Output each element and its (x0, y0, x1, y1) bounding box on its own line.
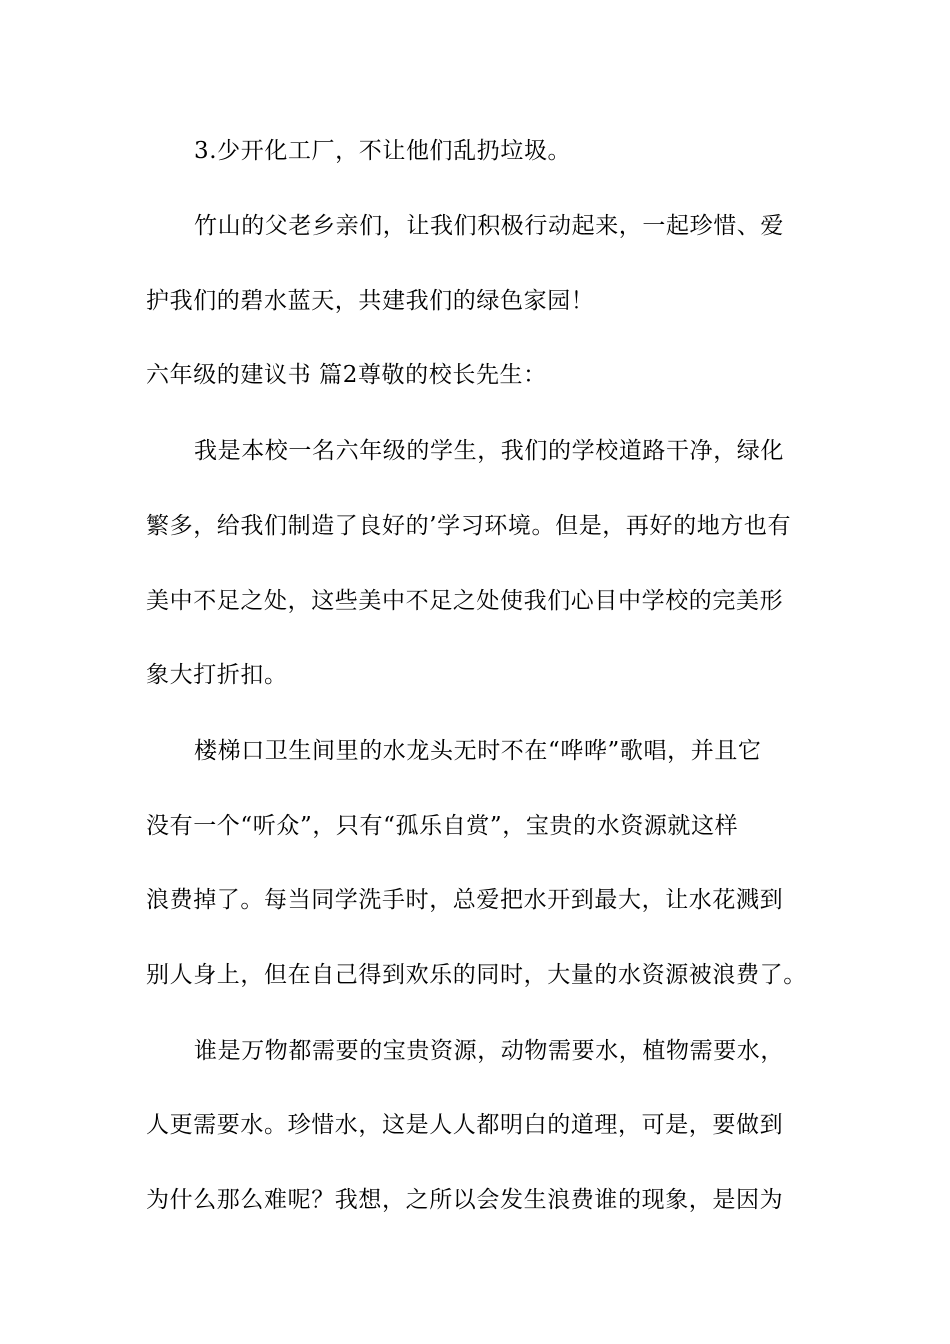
text-line: 别人身上，但在自己得到欢乐的同时，大量的水资源被浪费了。 (146, 962, 807, 988)
text-line: 人更需要水。珍惜水，这是人人都明白的道理，可是，要做到 (146, 1112, 784, 1138)
text-line: 繁多，给我们制造了良好的’学习环境。但是，再好的地方也有 (146, 513, 792, 539)
text-line: 竹山的父老乡亲们，让我们积极行动起来，一起珍惜、爱 (194, 213, 784, 239)
text-line: 楼梯口卫生间里的水龙头无时不在“哗哗”歌唱，并且它 (194, 738, 762, 764)
text-line: 我是本校一名六年级的学生，我们的学校道路干净，绿化 (194, 438, 784, 464)
text-line: 没有一个“听众”，只有“孤乐自赏”，宝贵的水资源就这样 (146, 813, 739, 839)
text-line: 为什么那么难呢？我想，之所以会发生浪费谁的现象，是因为 (146, 1187, 784, 1213)
text-line: 美中不足之处，这些美中不足之处使我们心目中学校的完美形 (146, 588, 784, 614)
text-line: 浪费掉了。每当同学洗手时，总爱把水开到最大，让水花溅到 (146, 887, 784, 913)
text-line: 谁是万物都需要的宝贵资源，动物需要水，植物需要水， (194, 1038, 784, 1064)
text-line: 3.少开化工厂，不让他们乱扔垃圾。 (194, 138, 572, 164)
text-line: 象大打折扣。 (146, 662, 288, 688)
text-line: 护我们的碧水蓝天，共建我们的绿色家园！ (146, 288, 595, 314)
section-heading: 六年级的建议书 篇2尊敬的校长先生： (146, 362, 547, 388)
